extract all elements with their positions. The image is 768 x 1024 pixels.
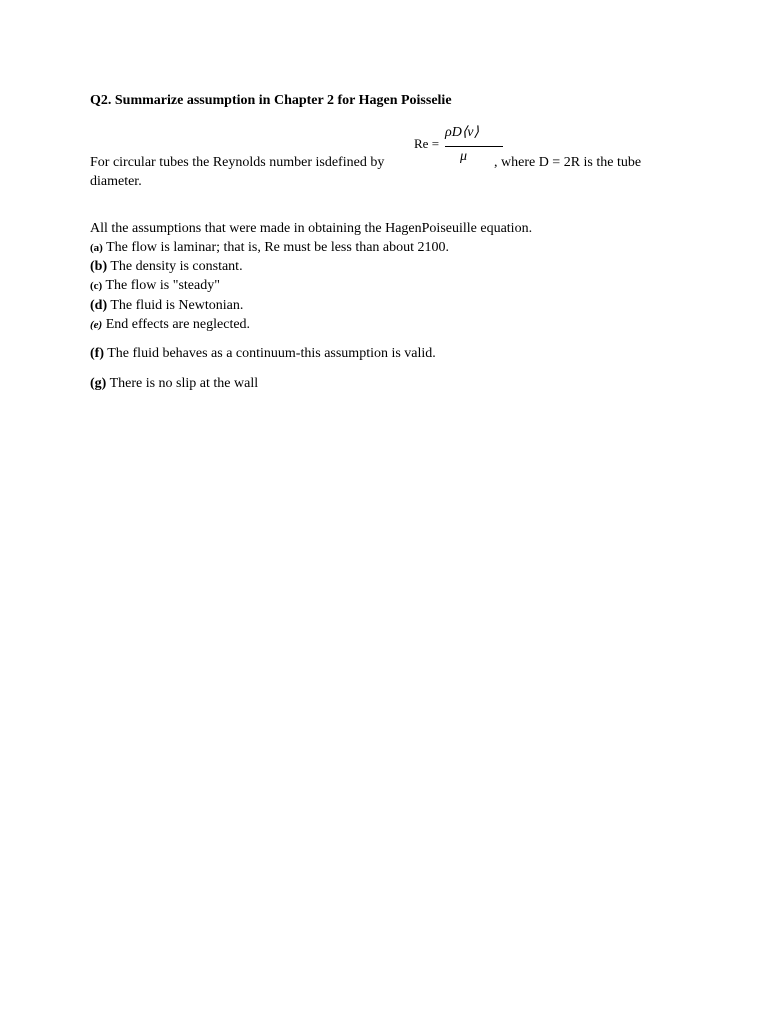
assumption-label: (b) [90, 259, 108, 274]
assumption-item [90, 346, 436, 362]
definition-text-after: , where D = 2R is the tube [494, 155, 642, 170]
assumption-text: End effects are neglected. [102, 317, 251, 332]
assumption-item [90, 298, 243, 314]
formula-lhs: Re = [414, 136, 440, 151]
assumption-item [90, 240, 449, 256]
assumptions-intro: All the assumptions that were made in obtaining the HagenPoiseuille equation. [90, 221, 533, 236]
question-title: Q2. Summarize assumption in Chapter 2 for Hagen Poisselie [90, 93, 452, 108]
assumption-label: (a) [90, 242, 103, 254]
definition-text: For circular tubes the Reynolds number isdefined by [90, 155, 385, 170]
assumption-text: The flow is laminar; that is, Re must be less than about 2100. [102, 240, 450, 255]
formula-numerator: ρD⟨v⟩ [445, 125, 479, 140]
assumption-label: (g) [90, 376, 107, 391]
assumption-text: The fluid behaves as a continuum-this assumption is valid. [104, 346, 436, 361]
fraction-bar [445, 146, 503, 147]
assumption-item [90, 259, 243, 275]
assumption-text: The flow is "steady" [102, 278, 220, 293]
assumption-text: The density is constant. [107, 259, 243, 274]
assumption-label: (c) [90, 280, 103, 292]
assumption-text: There is no slip at the wall [106, 376, 259, 391]
reynolds-formula [414, 124, 504, 168]
assumption-text: The fluid is Newtonian. [107, 298, 244, 313]
assumption-label: (f) [90, 346, 104, 361]
assumption-item [90, 278, 220, 294]
assumption-item [90, 317, 250, 333]
definition-continuation: diameter. [90, 174, 142, 189]
assumption-item [90, 376, 258, 392]
formula-denominator: μ [460, 149, 468, 164]
assumption-label: (e) [90, 319, 103, 331]
assumption-label: (d) [90, 298, 108, 313]
